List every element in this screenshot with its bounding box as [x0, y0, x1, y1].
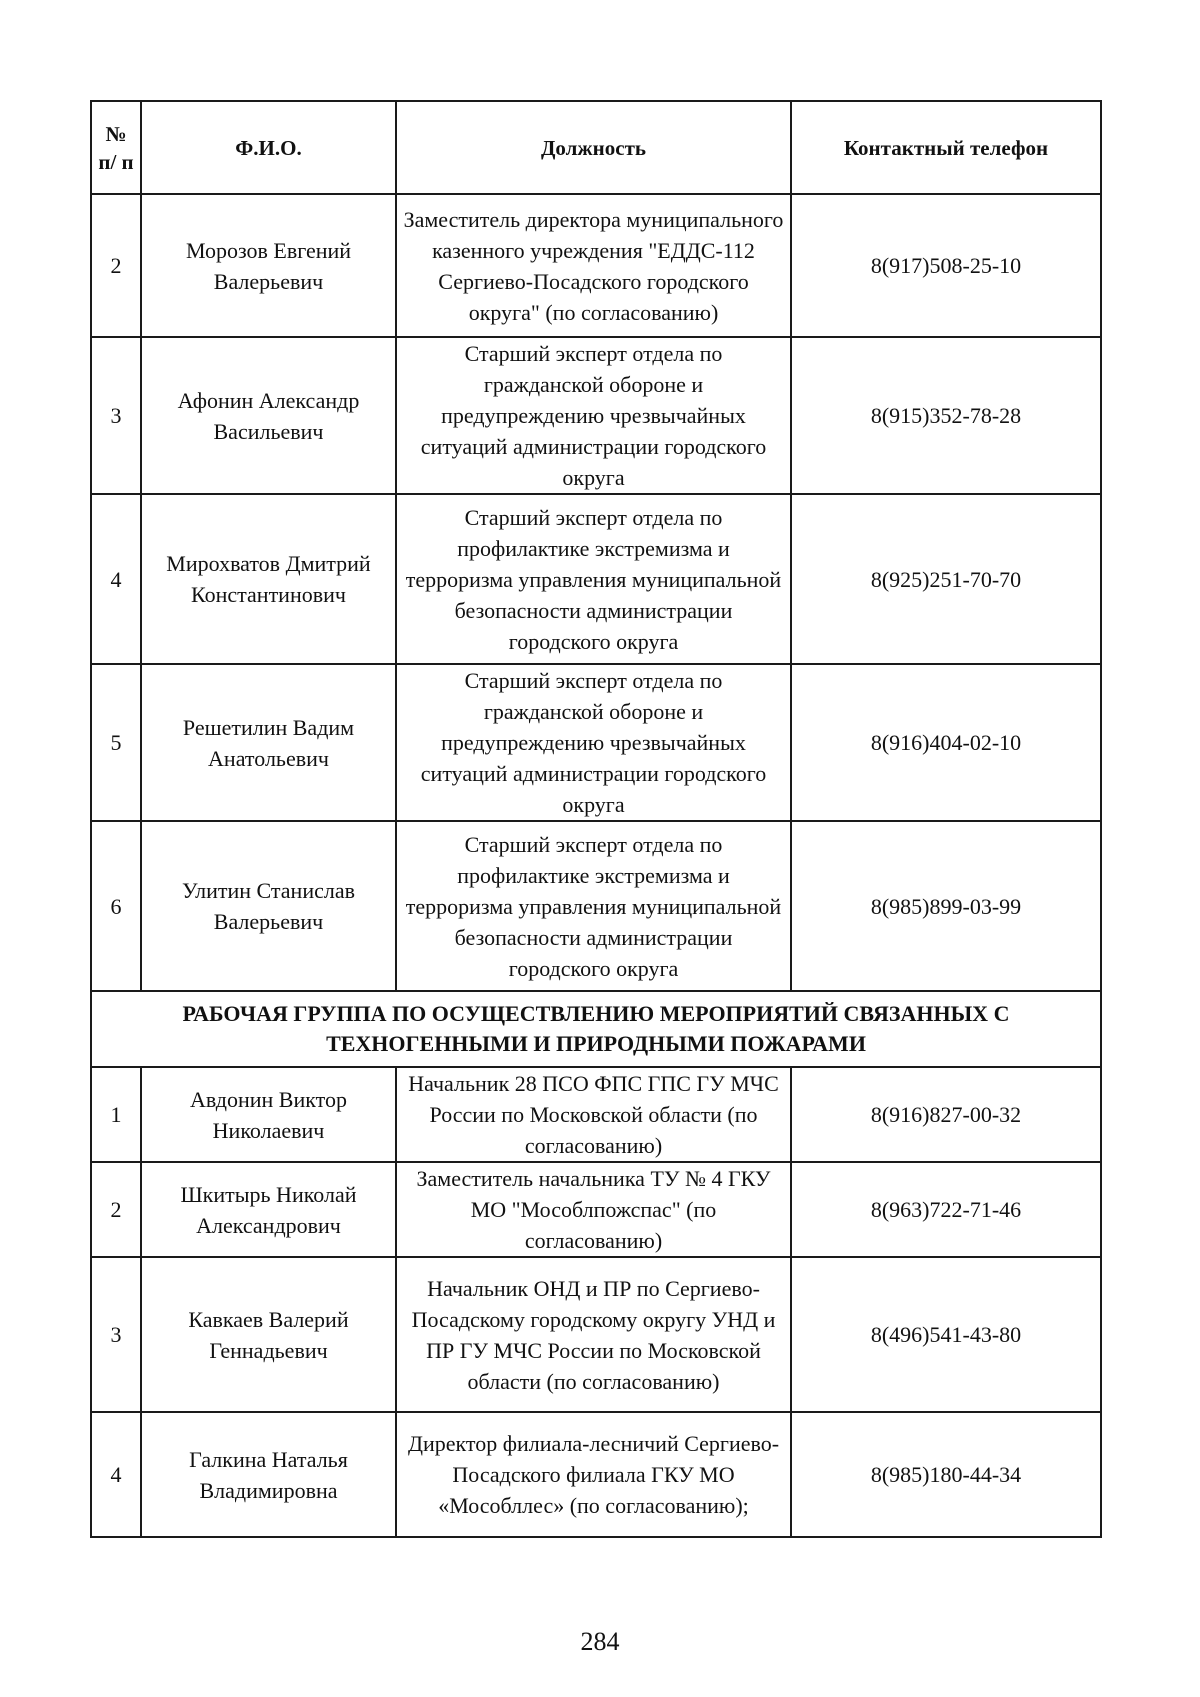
- row-name: Афонин Александр Васильевич: [141, 337, 396, 494]
- row-name: Морозов Евгений Валерьевич: [141, 194, 396, 337]
- row-phone: 8(917)508-25-10: [791, 194, 1101, 337]
- row-name: Кавкаев Валерий Геннадьевич: [141, 1257, 396, 1412]
- row-name: Мирохватов Дмитрий Константинович: [141, 494, 396, 664]
- row-num: 2: [91, 194, 141, 337]
- row-phone: 8(963)722-71-46: [791, 1162, 1101, 1257]
- page-number: 284: [580, 1627, 620, 1656]
- table-row: [91, 337, 1101, 494]
- row-position: Старший эксперт отдела по гражданской обороне и предупреждению чрезвычайных ситуаций администрации городского округа: [396, 664, 791, 821]
- table-row: [91, 821, 1101, 991]
- row-phone: 8(985)180-44-34: [791, 1412, 1101, 1537]
- header-name: Ф.И.О.: [141, 101, 396, 194]
- row-num: 1: [91, 1067, 141, 1162]
- row-num: 6: [91, 821, 141, 991]
- row-phone: 8(985)899-03-99: [791, 821, 1101, 991]
- row-num: 2: [91, 1162, 141, 1257]
- row-phone: 8(916)404-02-10: [791, 664, 1101, 821]
- row-name: Улитин Станислав Валерьевич: [141, 821, 396, 991]
- row-position: Старший эксперт отдела по гражданской обороне и предупреждению чрезвычайных ситуаций администрации городского округа: [396, 337, 791, 494]
- row-position: Заместитель начальника ТУ № 4 ГКУ МО "Мособлпожспас" (по согласованию): [396, 1162, 791, 1257]
- table-row: [91, 494, 1101, 664]
- header-position: Должность: [396, 101, 791, 194]
- row-name: Решетилин Вадим Анатольевич: [141, 664, 396, 821]
- row-name: Шкитырь Николай Александрович: [141, 1162, 396, 1257]
- row-num: 4: [91, 1412, 141, 1537]
- header-phone: Контактный телефон: [791, 101, 1101, 194]
- table-row: [91, 1412, 1101, 1537]
- row-position: Старший эксперт отдела по профилактике экстремизма и терроризма управления муниципальной безопасности администрации городского округа: [396, 494, 791, 664]
- row-position: Директор филиала-лесничий Сергиево-Посадского филиала ГКУ МО «Мособллес» (по согласованию);: [396, 1412, 791, 1537]
- table-row: [91, 1067, 1101, 1162]
- row-phone: 8(916)827-00-32: [791, 1067, 1101, 1162]
- row-position: Начальник ОНД и ПР по Сергиево-Посадскому городскому округу УНД и ПР ГУ МЧС России по Московской области (по согласованию): [396, 1257, 791, 1412]
- contacts-table: [90, 100, 1102, 1538]
- row-phone: 8(496)541-43-80: [791, 1257, 1101, 1412]
- table-row: [91, 664, 1101, 821]
- row-num: 4: [91, 494, 141, 664]
- table-header-row: [91, 101, 1101, 194]
- section-title: РАБОЧАЯ ГРУППА ПО ОСУЩЕСТВЛЕНИЮ МЕРОПРИЯТИЙ СВЯЗАННЫХ С ТЕХНОГЕННЫМИ И ПРИРОДНЫМИ ПОЖАРАМИ: [91, 991, 1101, 1067]
- table-row: [91, 194, 1101, 337]
- row-num: 3: [91, 337, 141, 494]
- row-name: Галкина Наталья Владимировна: [141, 1412, 396, 1537]
- table-row: [91, 1162, 1101, 1257]
- row-num: 3: [91, 1257, 141, 1412]
- header-num: № п/ п: [91, 101, 141, 194]
- row-name: Авдонин Виктор Николаевич: [141, 1067, 396, 1162]
- row-position: Заместитель директора муниципального казенного учреждения "ЕДДС-112 Сергиево-Посадского городского округа" (по согласованию): [396, 194, 791, 337]
- table-row: [91, 1257, 1101, 1412]
- row-position: Начальник 28 ПСО ФПС ГПС ГУ МЧС России по Московской области (по согласованию): [396, 1067, 791, 1162]
- section-header-row: [91, 991, 1101, 1067]
- row-phone: 8(925)251-70-70: [791, 494, 1101, 664]
- row-phone: 8(915)352-78-28: [791, 337, 1101, 494]
- row-position: Старший эксперт отдела по профилактике экстремизма и терроризма управления муниципальной безопасности администрации городского округа: [396, 821, 791, 991]
- row-num: 5: [91, 664, 141, 821]
